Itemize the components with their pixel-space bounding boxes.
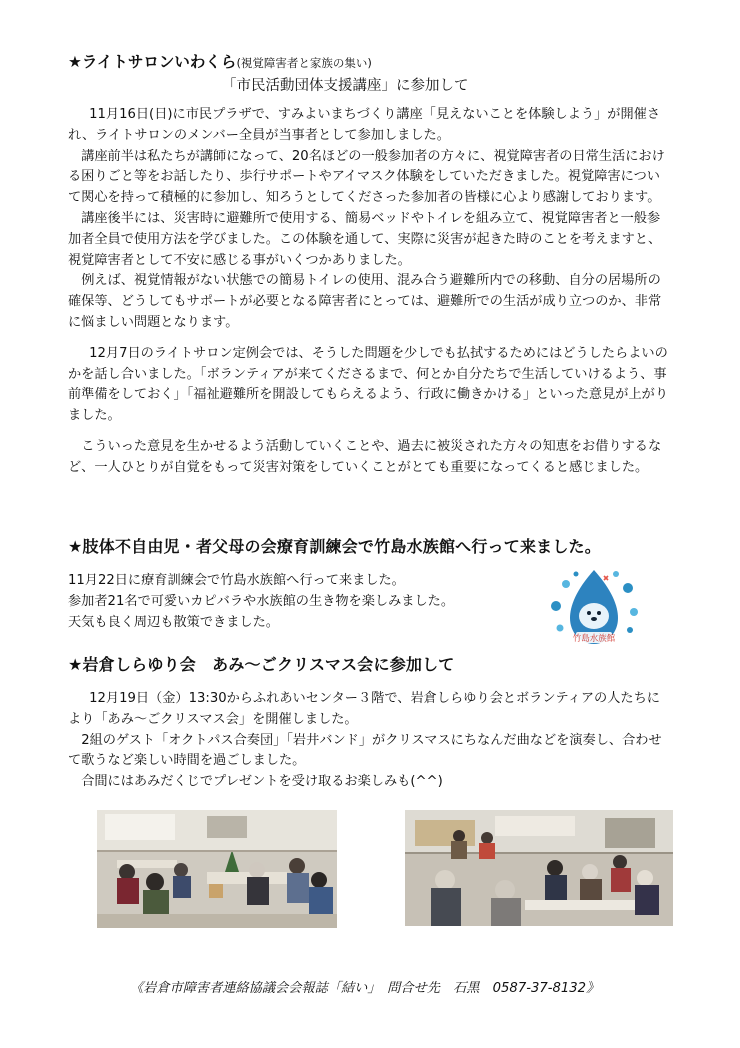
seal-icon	[546, 566, 642, 650]
footer-contact: 《岩倉市障害者連絡協議会会報誌「結い」 問合せ先 石黒 0587-37-8132》	[130, 981, 600, 996]
section3-paragraph: 12月19日（金）13:30からふれあいセンター３階で、岩倉しらゆり会とボランティアの人たちにより「あみ～ごクリスマス会」を開催しました。	[68, 691, 660, 727]
section3-body	[68, 689, 672, 793]
section1-paragraph: 例えば、視覚情報がない状態での簡易トイレの使用、混み合う避難所内での移動、自分の居場所の確保等、どうしてもサポートが必要となる障害者にとっては、避難所での生活が成り立つのか、非常に悩ましい問題となります。	[68, 273, 662, 330]
section2-title: ★肢体不自由児・者父母の会療育訓練会で竹島水族館へ行って来ました。	[68, 537, 601, 556]
aquarium-logo	[546, 566, 642, 650]
section2-line: 天気も良く周辺も散策できました。	[68, 614, 279, 630]
photo-christmas-party-2	[405, 810, 673, 926]
section2-line: 11月22日に療育訓練会で竹島水族館へ行って来ました。	[68, 573, 405, 588]
section2-line: 参加者21名で可愛いカピバラや水族館の生き物を楽しみました。	[68, 593, 455, 609]
section1-paragraph: 11月16日(日)に市民プラザで、すみよいまちづくり講座「見えないことを体験しよう」が開催され、ライトサロンのメンバー全員が当事者として参加しました。	[68, 107, 661, 143]
section1-paragraph: 12月7日のライトサロン定例会では、そうした問題を少しでも払拭するためにはどうしたらよいのかを話し合いました。「ボランティアが来てくださるまで、何とか自分たちで生活していけるよう、事前準備をしておく」「福祉避難所を開設してもらえるよう、行政に働きかける」といった意見が上がりました。	[68, 345, 669, 424]
section3-paragraph: 合間にはあみだくじでプレゼントを受け取るお楽しみも(^^)	[81, 774, 443, 790]
section3-paragraph: 2組のゲスト「オクトパス合奏団」「岩井バンド」がクリスマスにちなんだ曲などを演奏し、合わせて歌うなど楽しい時間を過ごしました。	[68, 732, 662, 769]
aquarium-logo-text: 竹島水族館	[572, 634, 616, 644]
section2-body	[68, 571, 454, 633]
section3-title: ★岩倉しらゆり会 あみ～ごクリスマス会に参加して	[68, 655, 455, 674]
section1-body	[68, 105, 672, 479]
section1-title	[68, 50, 372, 72]
section1-paragraph: こういった意見を生かせるよう活動していくことや、過去に被災された方々の知恵をお借りするなど、一人ひとりが自覚をもって災害対策をしていくことがとても重要になってくると感じました。	[68, 438, 662, 475]
section1-subtitle: 「市民活動団体支援講座」に参加して	[222, 78, 469, 94]
section1-title-note: (視覚障害者と家族の集い)	[236, 56, 372, 70]
section1-paragraph: 講座前半は私たちが講師になって、20名ほどの一般参加者の方々に、視覚障害者の日常生活における困りごと等をお話したり、歩行サポートやアイマスク体験をしていただきました。視覚障害について関心を持って積極的に参加し、知ろうとしてくださった参加者の皆様に心より感謝しております。	[68, 148, 665, 206]
section1-title-text: ★ライトサロンいわくら	[68, 53, 237, 71]
photo-christmas-party-1	[97, 810, 337, 928]
section1-paragraph: 講座後半には、災害時に避難所で使用する、簡易ベッドやトイレを組み立て、視覚障害者と一般参加者全員で使用方法を学びました。この体験を通して、実際に災害が起きた時のことを考えますと、視覚障害者として不安に感じる事がいくつかありました。	[68, 210, 662, 268]
